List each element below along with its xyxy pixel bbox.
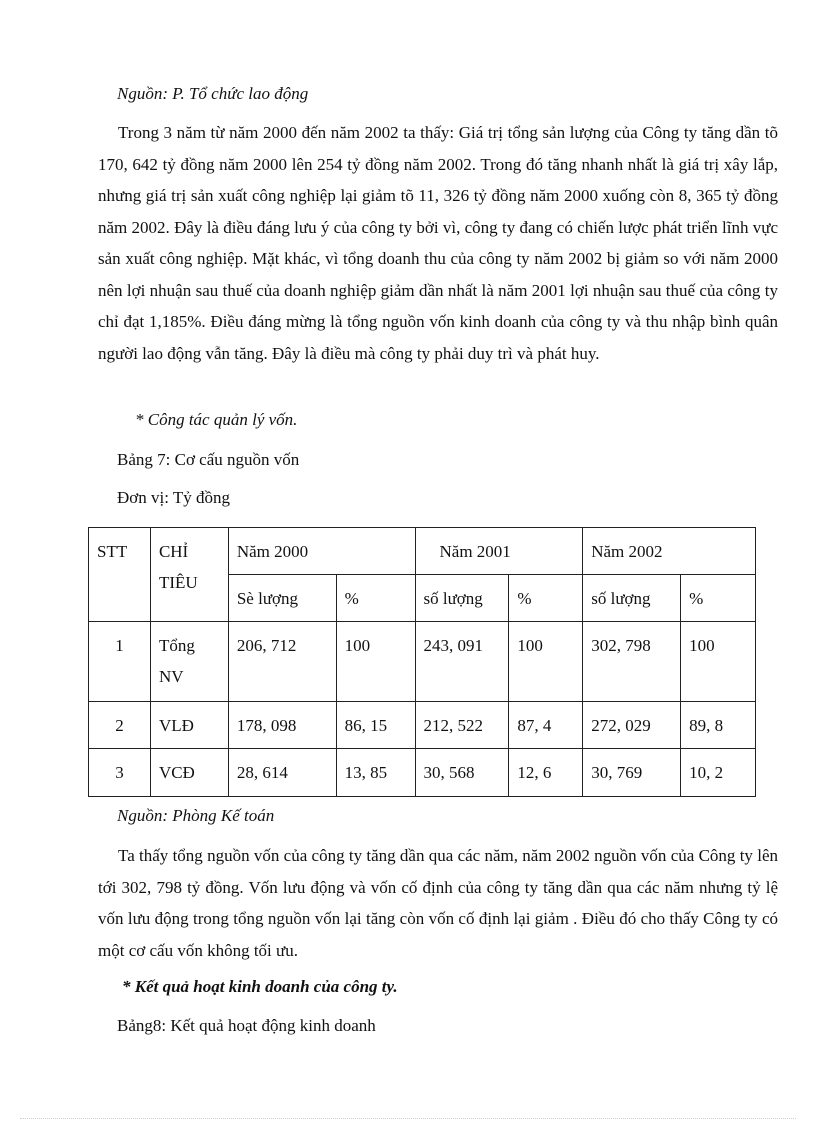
header-amount-2001: số lượng xyxy=(415,575,509,622)
table8-title: Bảng8: Kết quả hoạt động kinh doanh xyxy=(117,1016,376,1035)
cell-amount-2000: 178, 098 xyxy=(228,702,336,749)
cell-stt: 3 xyxy=(89,749,151,797)
cell-indicator: Tổng NV xyxy=(150,622,228,702)
header-amount-2002: số lượng xyxy=(583,575,681,622)
cell-percent-2000: 86, 15 xyxy=(336,702,415,749)
header-amount-2000: Sè lượng xyxy=(228,575,336,622)
source-note-accounting: Nguồn: Phòng Kế toán xyxy=(117,806,275,825)
cell-amount-2002: 302, 798 xyxy=(583,622,681,702)
cell-percent-2001: 100 xyxy=(509,622,583,702)
cell-amount-2000: 206, 712 xyxy=(228,622,336,702)
header-percent-2001: % xyxy=(509,575,583,622)
capital-structure-table xyxy=(88,527,756,797)
source-note-labor: Nguồn: P. Tổ chức lao động xyxy=(117,84,309,103)
cell-percent-2002: 89, 8 xyxy=(681,702,756,749)
cell-percent-2000: 100 xyxy=(336,622,415,702)
page-bottom-divider xyxy=(20,1118,796,1119)
cell-indicator: VCĐ xyxy=(150,749,228,797)
cell-stt: 1 xyxy=(89,622,151,702)
paragraph-production-analysis xyxy=(98,117,778,369)
paragraph-capital-text: Ta thấy tổng nguồn vốn của công ty tăng dần qua các năm, năm 2002 nguồn vốn của Công ty lên tới 302, 798 tỷ đồng. Vốn lưu động và vốn cố định của công ty tăng dần qua các năm nhưng tỷ lệ vốn lưu động trong tổng nguồn vốn lại tăng còn vốn cố định lại giảm . Điều đó cho thấy Công ty có một cơ cấu vốn không tối ưu. xyxy=(98,846,778,960)
cell-amount-2002: 30, 769 xyxy=(583,749,681,797)
cell-amount-2000: 28, 614 xyxy=(228,749,336,797)
cell-stt: 2 xyxy=(89,702,151,749)
cell-amount-2001: 30, 568 xyxy=(415,749,509,797)
table-row xyxy=(89,622,756,702)
table7-title: Bảng 7: Cơ cấu nguồn vốn xyxy=(117,450,300,469)
header-year-2000: Năm 2000 xyxy=(228,528,415,575)
paragraph-capital-analysis xyxy=(98,840,778,966)
cell-percent-2000: 13, 85 xyxy=(336,749,415,797)
cell-amount-2001: 212, 522 xyxy=(415,702,509,749)
cell-indicator: VLĐ xyxy=(150,702,228,749)
table-row xyxy=(89,702,756,749)
cell-percent-2001: 87, 4 xyxy=(509,702,583,749)
header-percent-2000: % xyxy=(336,575,415,622)
cell-amount-2002: 272, 029 xyxy=(583,702,681,749)
section-business-results: * Kết quả hoạt kinh doanh của công ty. xyxy=(122,977,398,996)
header-year-2001: Năm 2001 xyxy=(415,528,583,575)
table-row xyxy=(89,749,756,797)
header-year-2002: Năm 2002 xyxy=(583,528,756,575)
header-chi-tieu: CHỈ TIÊU xyxy=(150,528,228,622)
table7-unit: Đơn vị: Tỷ đồng xyxy=(117,488,231,507)
cell-percent-2002: 100 xyxy=(681,622,756,702)
cell-amount-2001: 243, 091 xyxy=(415,622,509,702)
section-capital-management: * Công tác quản lý vốn. xyxy=(135,410,298,429)
header-percent-2002: % xyxy=(681,575,756,622)
cell-percent-2002: 10, 2 xyxy=(681,749,756,797)
cell-percent-2001: 12, 6 xyxy=(509,749,583,797)
paragraph-production-text: Trong 3 năm từ năm 2000 đến năm 2002 ta thấy: Giá trị tổng sản lượng của Công ty tăng dần tõ 170, 642 tỷ đồng năm 2000 lên 254 tỷ đồng năm 2002. Trong đó tăng nhanh nhất là giá trị xây lắp, nhưng giá trị sản xuất công nghiệp lại giảm tõ 11, 326 tỷ đồng năm 2000 xuống còn 8, 365 tỷ đồng năm 2002. Đây là điều đáng lưu ý của công ty bởi vì, công ty đang có chiến lược phát triển lĩnh vực sản xuất công nghiệp. Mặt khác, vì tổng doanh thu của công ty năm 2002 bị giảm so với năm 2000 nên lợi nhuận sau thuế của doanh nghiệp giảm dần nhất là năm 2001 lợi nhuận sau thuế của công ty chỉ đạt 1,185%. Điều đáng mừng là tổng nguồn vốn kinh doanh của công ty và thu nhập bình quân người lao động vẫn tăng. Đây là điều mà công ty phải duy trì và phát huy. xyxy=(98,123,778,363)
header-stt: STT xyxy=(89,528,151,622)
